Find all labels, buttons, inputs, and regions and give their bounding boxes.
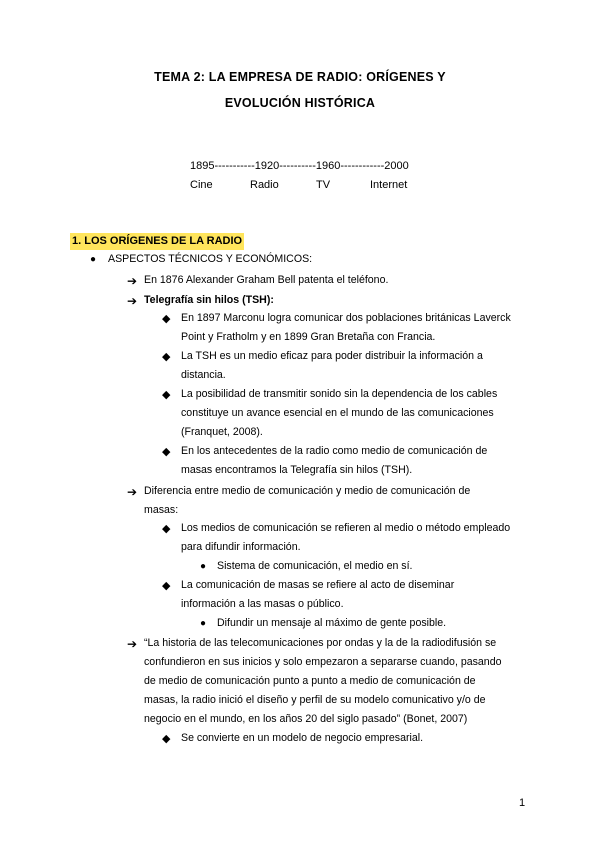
tsh-item-3-line1: La posibilidad de transmitir sonido sin la dependencia de los cables bbox=[181, 388, 498, 400]
quote-line5: negocio en el mundo, en los años 20 del siglo pasado” (Bonet, 2007) bbox=[144, 713, 468, 725]
diamond-icon: ◆ bbox=[162, 523, 171, 535]
list-item-diferencia-line1: Diferencia entre medio de comunicación y medio de comunicación de bbox=[144, 485, 471, 497]
tsh-item-1-line1: En 1897 Marconu logra comunicar dos poblaciones británicas Laverck bbox=[181, 312, 511, 324]
quote-line1: “La historia de las telecomunicaciones por ondas y la de la radiodifusión se bbox=[144, 637, 497, 649]
diamond-icon: ◆ bbox=[162, 446, 171, 458]
section-heading: 1. LOS ORÍGENES DE LA RADIO bbox=[70, 233, 244, 250]
bullet-icon: ● bbox=[90, 254, 97, 265]
tsh-item-3-line3: (Franquet, 2008). bbox=[181, 426, 263, 438]
diamond-icon: ◆ bbox=[162, 389, 171, 401]
timeline-label-radio: Radio bbox=[250, 179, 279, 191]
masas-sub-item: Difundir un mensaje al máximo de gente posible. bbox=[217, 617, 447, 629]
list-item-tsh: Telegrafía sin hilos (TSH): bbox=[144, 294, 274, 306]
quote-line3: de medio de comunicación punto a punto a medio de comunicación de bbox=[144, 675, 476, 687]
medio-line2: para difundir información. bbox=[181, 541, 301, 553]
diamond-icon: ◆ bbox=[162, 313, 171, 325]
masas-line2: información a las masas o público. bbox=[181, 598, 344, 610]
tsh-item-4-line1: En los antecedentes de la radio como medio de comunicación de bbox=[181, 445, 488, 457]
diamond-icon: ◆ bbox=[162, 351, 171, 363]
list-item-aspectos: ASPECTOS TÉCNICOS Y ECONÓMICOS: bbox=[108, 253, 313, 265]
tsh-item-2-line2: distancia. bbox=[181, 369, 226, 381]
list-item-diferencia-line2: masas: bbox=[144, 504, 179, 516]
document-title-line1: TEMA 2: LA EMPRESA DE RADIO: ORÍGENES Y bbox=[154, 70, 446, 84]
timeline-label-tv: TV bbox=[316, 179, 331, 191]
timeline-years: 1895-----------1920----------1960------------2000 bbox=[190, 160, 409, 172]
arrow-icon: ➔ bbox=[127, 485, 138, 499]
diamond-icon: ◆ bbox=[162, 580, 171, 592]
arrow-icon: ➔ bbox=[127, 274, 138, 288]
tsh-item-2-line1: La TSH es un medio eficaz para poder distribuir la información a bbox=[181, 350, 483, 362]
bullet-icon: ● bbox=[200, 561, 207, 572]
timeline-label-cine: Cine bbox=[190, 179, 213, 191]
timeline-label-internet: Internet bbox=[370, 179, 408, 191]
medio-line1: Los medios de comunicación se refieren al medio o método empleado bbox=[181, 522, 511, 534]
masas-line1: La comunicación de masas se refiere al acto de diseminar bbox=[181, 579, 455, 591]
tsh-item-4-line2: masas encontramos la Telegrafía sin hilos (TSH). bbox=[181, 464, 413, 476]
quote-line4: masas, la radio inició el diseño y perfil de su modelo comunicativo y/o de bbox=[144, 694, 486, 706]
page-number: 1 bbox=[519, 797, 526, 809]
negocio-item: Se convierte en un modelo de negocio empresarial. bbox=[181, 732, 424, 744]
quote-line2: confundieron en sus inicios y solo empezaron a separarse cuando, pasando bbox=[144, 656, 502, 668]
list-item-bell: En 1876 Alexander Graham Bell patenta el teléfono. bbox=[144, 274, 389, 286]
diamond-icon: ◆ bbox=[162, 733, 171, 745]
bullet-icon: ● bbox=[200, 618, 207, 629]
tsh-item-1-line2: Point y Fratholm y en 1899 Gran Bretaña con Francia. bbox=[181, 331, 436, 343]
medio-sub-item: Sistema de comunicación, el medio en sí. bbox=[217, 560, 413, 572]
arrow-icon: ➔ bbox=[127, 637, 138, 651]
tsh-item-3-line2: constituye un avance esencial en el mundo de las comunicaciones bbox=[181, 407, 494, 419]
document-title-line2: EVOLUCIÓN HISTÓRICA bbox=[224, 96, 376, 110]
arrow-icon: ➔ bbox=[127, 294, 138, 308]
